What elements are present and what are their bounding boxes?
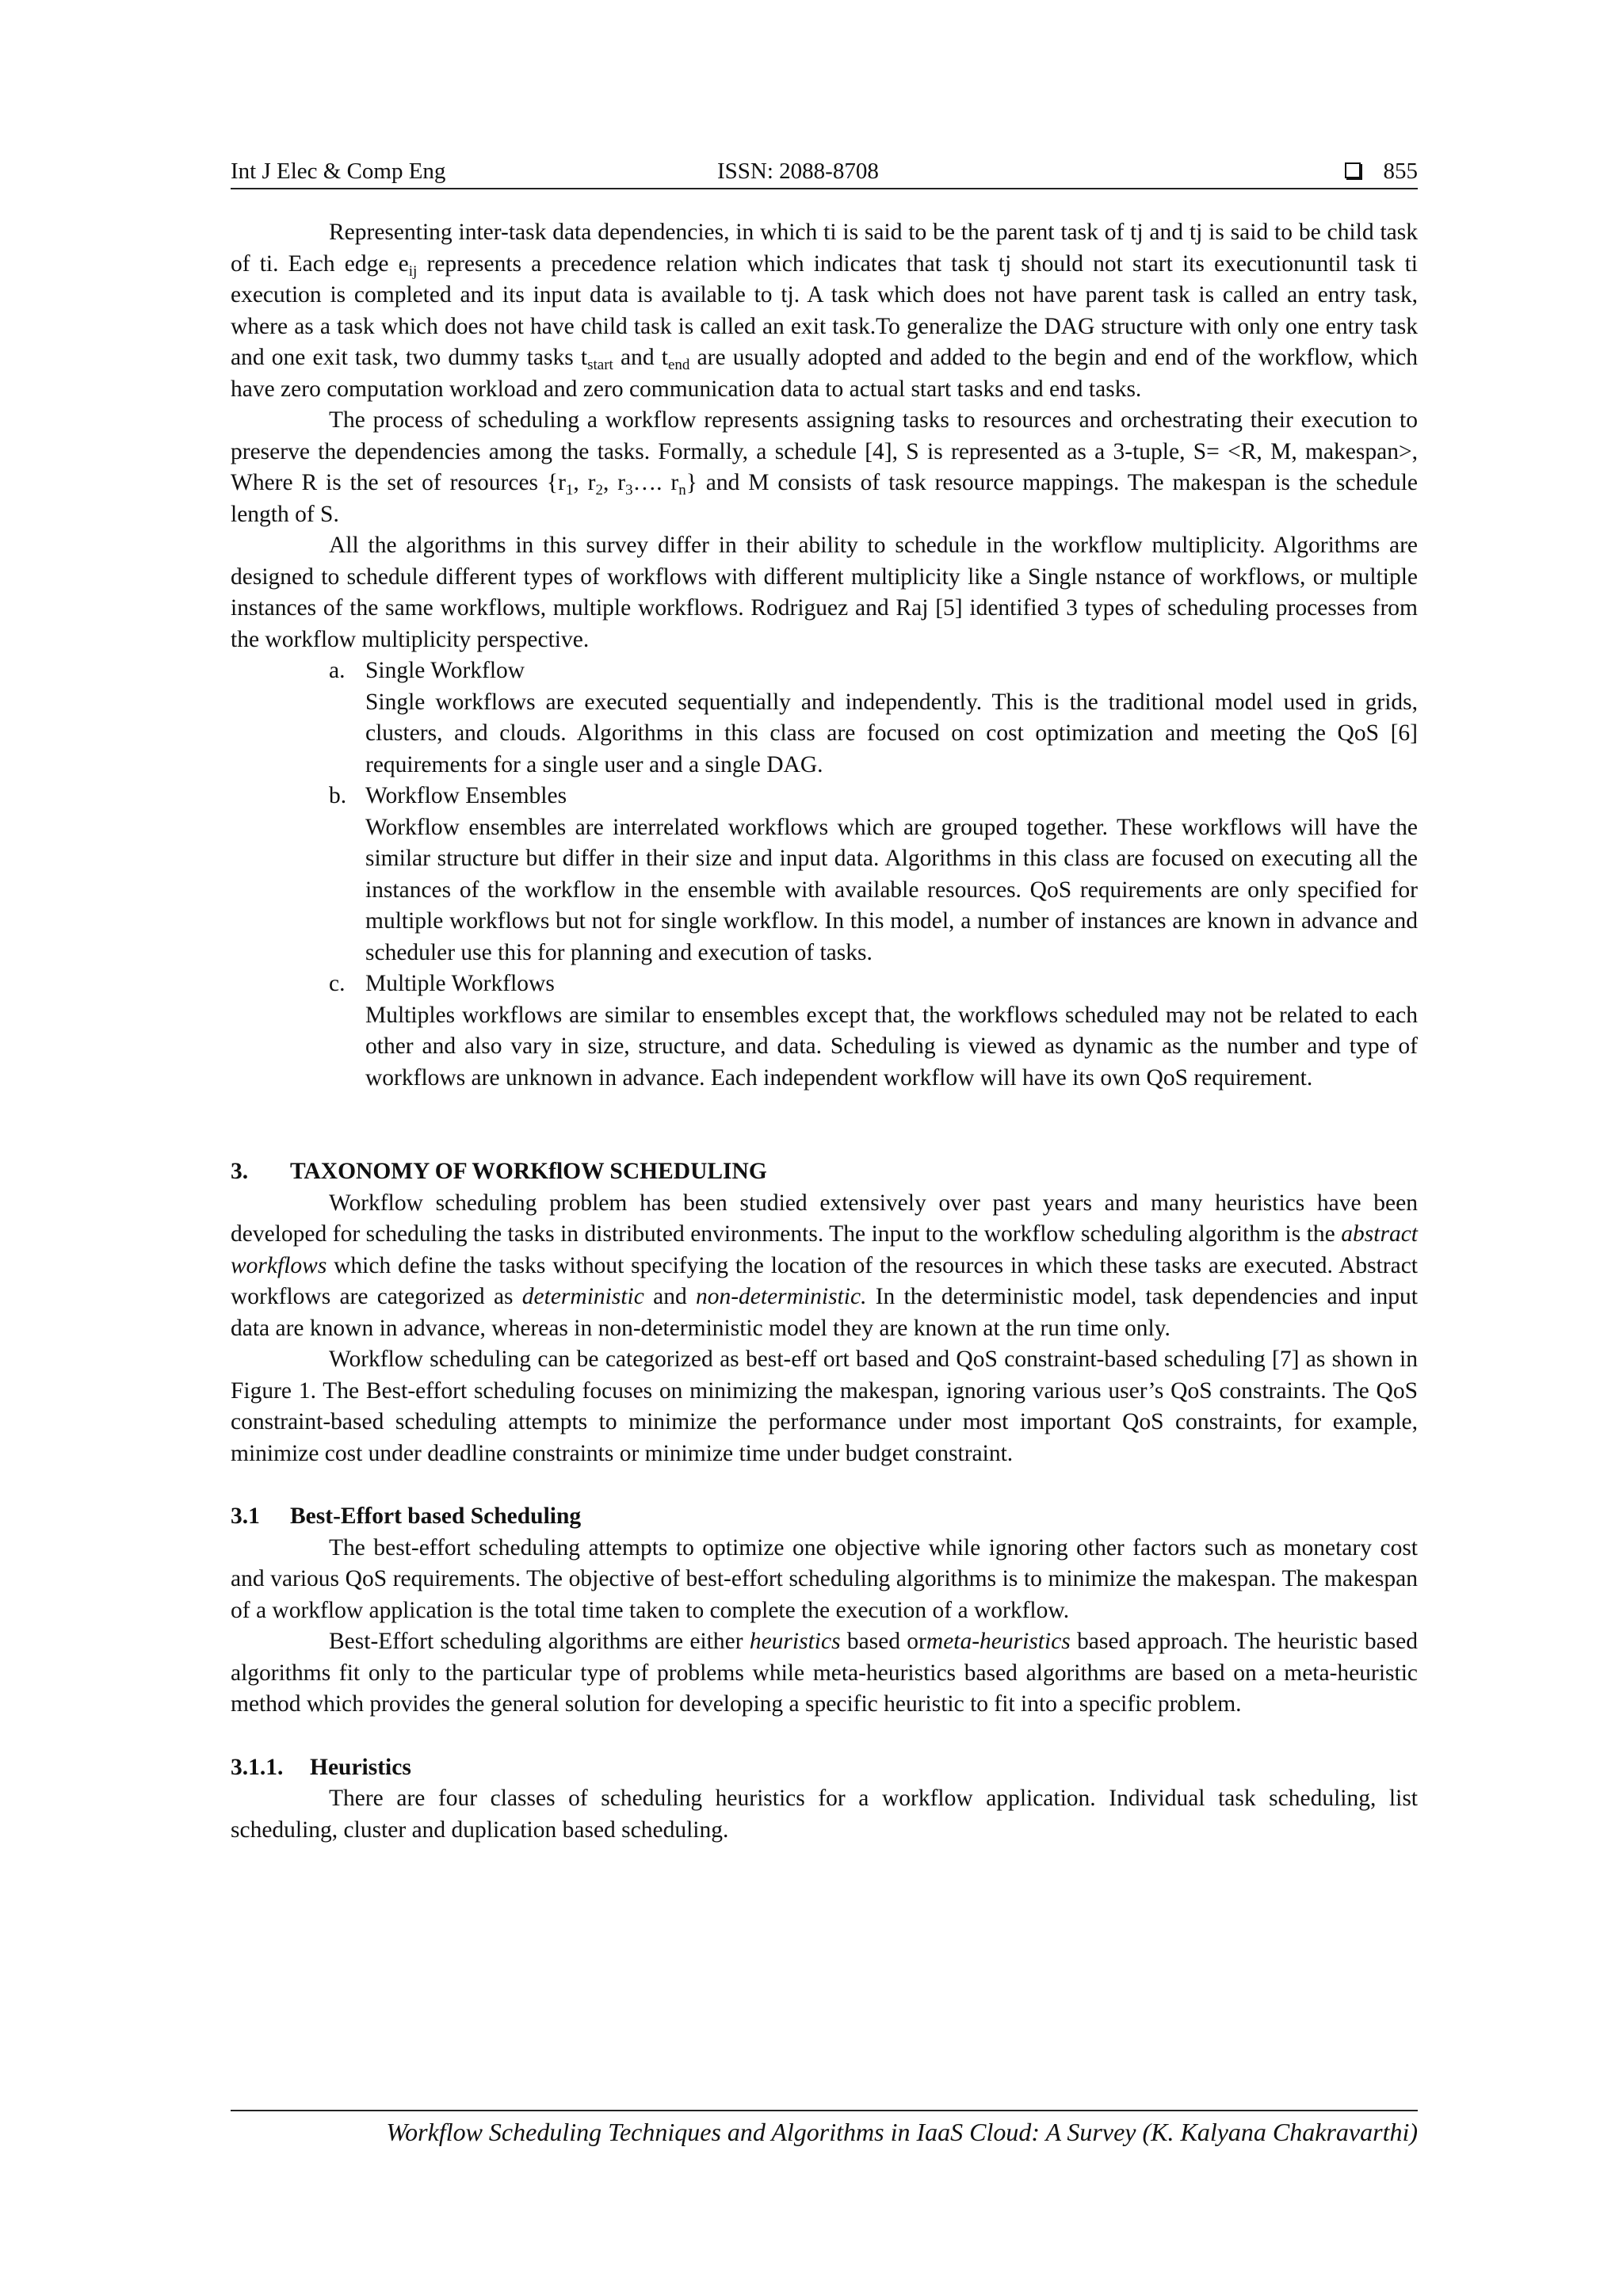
emphasis: abstract workflows (231, 1221, 1418, 1278)
issn: ISSN: 2088-8708 (717, 159, 879, 184)
footer-rule (231, 2110, 1418, 2111)
section-number: 3.1.1. (231, 1754, 284, 1780)
subscript: n (678, 482, 686, 499)
paragraph-heuristic-classes: There are four classes of scheduling heuristics for a workflow application. Individual task scheduling, list scheduling, cluster and duplication based scheduling. (231, 1786, 1418, 1843)
section-title: Best-Effort based Scheduling (290, 1503, 582, 1529)
section-heading (231, 1156, 1418, 1188)
emphasis: heuristics (749, 1629, 841, 1654)
text-run: In the deterministic model, task dependencies and input data are known in advance, whereas in non-deterministic model they are known at the run time only. (231, 1284, 1419, 1341)
text-run: Best-Effort scheduling algorithms are either (329, 1629, 750, 1654)
text-run: The process of scheduling a workflow represents assigning tasks to resources and orchestrating their execution to preserve the dependencies among the tasks. Formally, a schedule [4], S is represented as a 3-tuple, S= <R, M, makespan>, Where R is the set of resources {r (231, 407, 1418, 495)
subscript: start (587, 357, 613, 373)
list-marker: c. (329, 971, 346, 996)
list-marker: b. (329, 783, 347, 808)
list-item (231, 655, 1418, 781)
spacer (231, 1721, 1418, 1752)
emphasis: meta-heuristics (926, 1629, 1071, 1654)
text-run: and t (613, 345, 668, 370)
hollow-square-bullet-icon (1345, 162, 1361, 178)
subscript: 1 (565, 482, 574, 499)
list-item (231, 781, 1418, 968)
text-run: based approach. The heuristic based algorithms fit only to the particular type of problems while meta-heuristics based algorithms are based on a meta-heuristic method which provides the general solution for developing a specific heuristic to fit into a specific problem. (231, 1629, 1418, 1717)
paragraph-workflow-multiplicity: All the algorithms in this survey differ in their ability to schedule in the workflow multiplicity. Algorithms are designed to schedule different types of workflows with different multiplicity like a Single nstance of workflows, or multiple instances of the same workflows, multiple workflows. Rodriguez and Raj [5] identified 3 types of scheduling processes from the workflow multiplicity perspective. (231, 533, 1418, 652)
subsection-heading (231, 1501, 1418, 1533)
paragraph-schedule-definition (231, 405, 1418, 530)
section-title: TAXONOMY OF WORKflOW SCHEDULING (290, 1159, 767, 1184)
header-rule (231, 188, 1418, 189)
list-item-text: Single workflows are executed sequentially and independently. This is the traditional model used in grids, clusters, and clouds. Algorithms in this class are focused on cost optimization and meeting the QoS [6] requirements for a single user and a single DAG. (365, 689, 1418, 777)
text-run: represents a precedence relation which indicates that task tj should not start its executionuntil task ti execution is completed and its input data is available to tj. A task which does not have parent task is called an entry task, where as a task which does not have child task is called an exit task.To generalize the DAG structure with only one entry task and one exit task, two dummy tasks t (231, 250, 1419, 370)
list-item-text: Multiples workflows are similar to ensembles except that, the workflows scheduled may not be related to each other and also vary in size, structure, and data. Scheduling is viewed as dynamic as the number and type of workflows are unknown in advance. Each independent workflow will have its own QoS requirement. (365, 1002, 1418, 1091)
paragraph-scheduling-categories: Workflow scheduling can be categorized as best-eff ort based and QoS constraint-based scheduling [7] as shown in Figure 1. The Best-effort scheduling focuses on minimizing the makespan, ignoring various user’s QoS constraints. The QoS constraint-based scheduling attempts to minimize the performance under most important QoS constraints, for example, minimize cost under deadline constraints or minimize time under budget constraint. (231, 1347, 1418, 1466)
text-run: } and M consists of task resource mappings. The makespan is the schedule length of S. (231, 470, 1419, 527)
list-item-title: Workflow Ensembles (365, 783, 567, 808)
subscript: end (667, 357, 690, 373)
paragraph-taxonomy-intro (231, 1188, 1418, 1345)
spacer (231, 1094, 1418, 1156)
emphasis: non-deterministic. (695, 1284, 867, 1309)
list-item-title: Multiple Workflows (365, 971, 555, 996)
spacer (231, 1469, 1418, 1501)
list-marker: a. (329, 658, 346, 683)
section-title: Heuristics (310, 1754, 411, 1780)
emphasis: deterministic (521, 1284, 644, 1309)
text-run: are usually adopted and added to the begin and end of the workflow, which have zero computation workload and zero communication data to actual start tasks and end tasks. (231, 345, 1419, 402)
main-text (231, 217, 1418, 1846)
section-number: 3. (231, 1159, 249, 1184)
list-item-title: Single Workflow (365, 658, 525, 683)
paragraph-dag-dependencies (231, 217, 1418, 405)
list-item-text: Workflow ensembles are interrelated workflows which are grouped together. These workflows will have the similar structure but differ in their size and input data. Algorithms in this class are focused on executing all the instances of the workflow in the ensemble with available resources. QoS requirements are only specified for multiple workflows but not for single workflow. In this model, a number of instances are known in advance and scheduler use this for planning and execution of tasks. (365, 814, 1418, 965)
text-run: which define the tasks without specifying the location of the resources in which these tasks are executed. Abstract workflows are categorized as (231, 1252, 1418, 1309)
list-item (231, 968, 1418, 1094)
subsubsection-heading (231, 1752, 1418, 1784)
text-run: …. r (632, 470, 679, 495)
subscript: ij (408, 262, 418, 280)
text-run: Representing inter-task data dependencies, in which ti is said to be the parent task of tj and tj is said to be child task of ti. Each edge e (231, 220, 1418, 277)
running-footer: Workflow Scheduling Techniques and Algorithms in IaaS Cloud: A Survey (K. Kalyana Chakravarthi) (386, 2118, 1418, 2146)
journal-name: Int J Elec & Comp Eng (231, 159, 446, 184)
text-run: Workflow scheduling problem has been studied extensively over past years and many heuristics have been developed for scheduling the tasks in distributed environments. The input to the workflow scheduling algorithm is the (231, 1190, 1418, 1247)
paragraph-best-effort: The best-effort scheduling attempts to optimize one objective while ignoring other factors such as monetary cost and various QoS requirements. The objective of best-effort scheduling algorithms is to minimize the makespan. The makespan of a workflow application is the total time taken to complete the execution of a workflow. (231, 1534, 1418, 1623)
page-number: 855 (1383, 159, 1418, 184)
text-run: , r (573, 470, 596, 495)
text-run: and (643, 1284, 696, 1309)
section-number: 3.1 (231, 1503, 260, 1529)
running-header (231, 155, 1418, 187)
paragraph-heuristics-vs-meta (231, 1626, 1418, 1721)
text-run: , r (603, 470, 626, 495)
subscript: 2 (595, 482, 603, 499)
subscript: 3 (625, 482, 633, 499)
text-run: based or (840, 1629, 926, 1654)
